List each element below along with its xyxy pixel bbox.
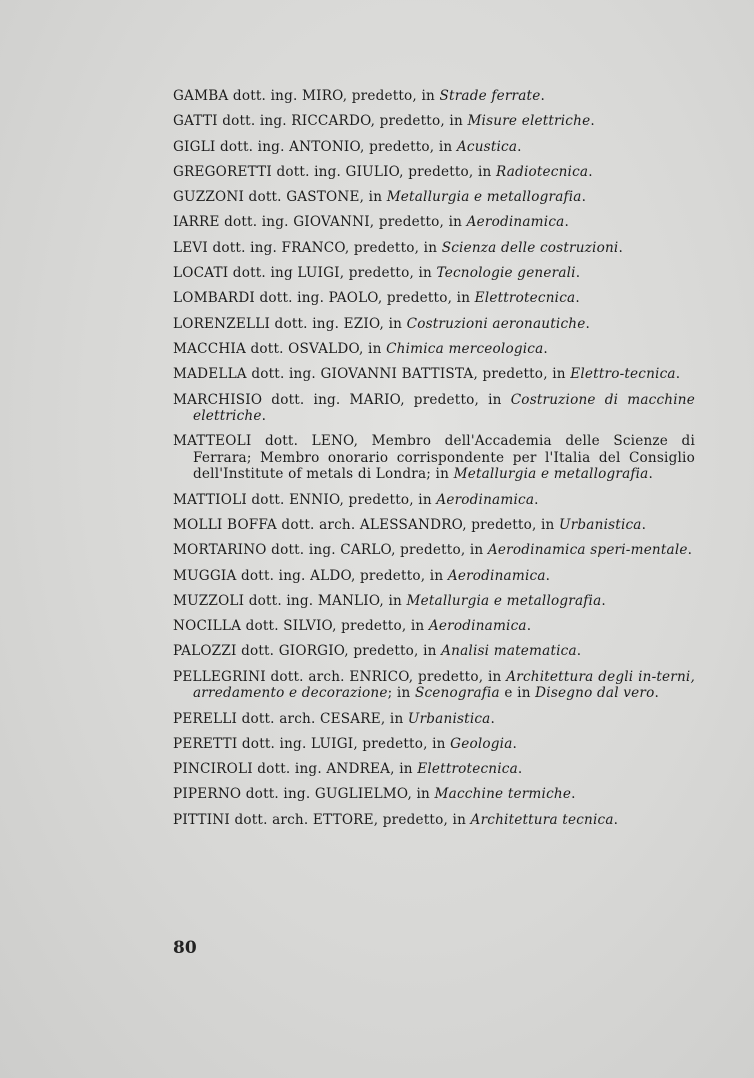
list-item: LEVI dott. ing. FRANCO, predetto, in Scienza delle costruzioni. xyxy=(173,239,623,256)
list-item: GREGORETTI dott. ing. GIULIO, predetto, in Radiotecnica. xyxy=(173,163,593,180)
list-item: PITTINI dott. arch. ETTORE, predetto, in Architettura tecnica. xyxy=(173,811,619,828)
list-item: MUZZOLI dott. ing. MANLIO, in Metallurgia e metallografia. xyxy=(173,592,606,609)
list-item: MUGGIA dott. ing. ALDO, predetto, in Aerodinamica. xyxy=(173,567,551,584)
list-item: PINCIROLI dott. ing. ANDREA, in Elettrotecnica. xyxy=(173,761,523,778)
list-item: MORTARINO dott. ing. CARLO, predetto, in Aerodinamica speri-mentale. xyxy=(173,542,693,559)
list-item: PELLEGRINI dott. arch. ENRICO, predetto, in Architettura degli in-terni, arredamento e decorazione; in Scenografia e in Disegno dal vero. xyxy=(173,668,695,702)
list-item: MOLLI BOFFA dott. arch. ALESSANDRO, predetto, in Urbanistica. xyxy=(173,516,647,533)
list-item: LOCATI dott. ing LUIGI, predetto, in Tecnologie generali. xyxy=(173,265,581,282)
list-item: LORENZELLI dott. ing. EZIO, in Costruzioni aeronautiche. xyxy=(173,315,590,332)
list-item: PERETTI dott. ing. LUIGI, predetto, in Geologia. xyxy=(173,735,518,752)
list-item: GAMBA dott. ing. MIRO, predetto, in Strade ferrate. xyxy=(173,88,545,104)
list-item: PIPERNO dott. ing. GUGLIELMO, in Macchine termiche. xyxy=(173,786,576,803)
faculty-list xyxy=(173,88,695,837)
list-item: PERELLI dott. arch. CESARE, in Urbanistica. xyxy=(173,710,496,727)
list-item: MACCHIA dott. OSVALDO, in Chimica merceologica. xyxy=(173,340,548,357)
list-item: MATTIOLI dott. ENNIO, predetto, in Aerodinamica. xyxy=(173,491,539,508)
list-item: LOMBARDI dott. ing. PAOLO, predetto, in Elettrotecnica. xyxy=(173,290,580,307)
list-item: GATTI dott. ing. RICCARDO, predetto, in Misure elettriche. xyxy=(173,113,595,130)
list-item: MADELLA dott. ing. GIOVANNI BATTISTA, predetto, in Elettro-tecnica. xyxy=(173,366,681,383)
list-item: MARCHISIO dott. ing. MARIO, predetto, in Costruzione di macchine elettriche. xyxy=(173,391,696,425)
list-item: NOCILLA dott. SILVIO, predetto, in Aerodinamica. xyxy=(173,618,532,635)
list-item: GIGLI dott. ing. ANTONIO, predetto, in Acustica. xyxy=(173,138,522,155)
list-item: GUZZONI dott. GASTONE, in Metallurgia e metallografia. xyxy=(173,189,587,206)
page-number: 80 xyxy=(173,938,197,958)
list-item: MATTEOLI dott. LENO, Membro dell'Accademia delle Scienze di Ferrara; Membro onorario corrispondente per l'Italia del Consiglio dell'Institute of metals di Londra; in Metallurgia e metallografia. xyxy=(173,433,695,483)
list-item: PALOZZI dott. GIORGIO, predetto, in Analisi matematica. xyxy=(173,643,582,660)
list-item: IARRE dott. ing. GIOVANNI, predetto, in Aerodinamica. xyxy=(173,214,569,231)
